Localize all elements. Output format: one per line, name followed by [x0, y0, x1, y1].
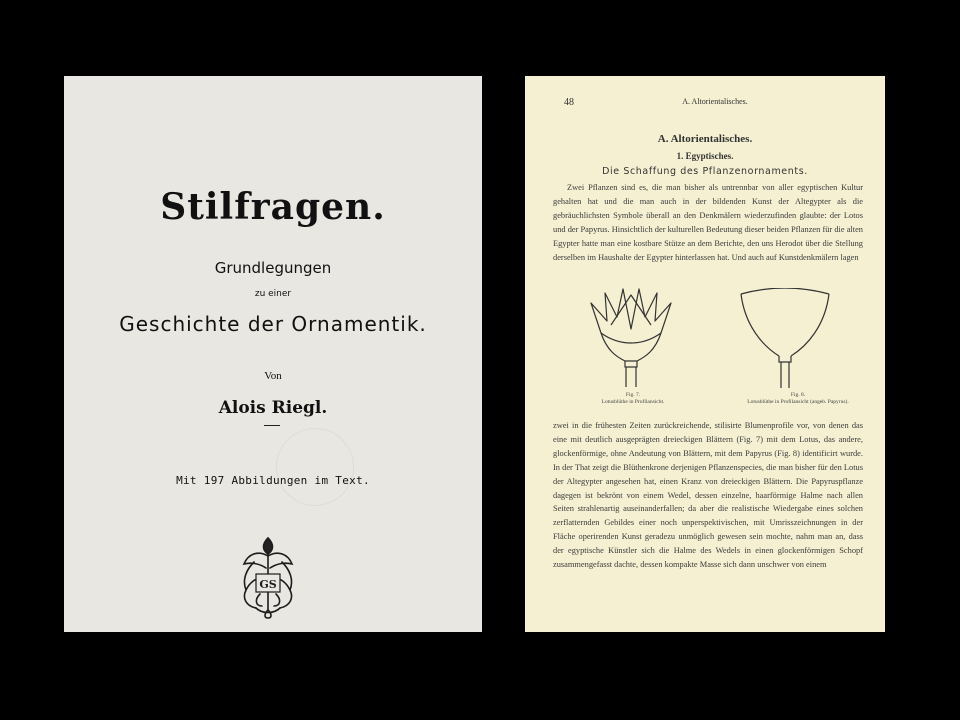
body-paragraph-2: zwei in die frühesten Zeiten zurückreichende, stilisirte Blumenprofile vor, von denen das eine mit deutlich ausgeprägten dreieckigen Blättern (Fig. 7) mit dem Lotus, das andere, glockenförmige, ohne Andeutung von Blättern, mit dem Papyrus (Fig. 8) identificirt wurde. In der That zeigt die Blüthenkrone derjenigen Pflanzenspecies, die man bisher für den Lotus der Altegypter angesehen hat, einen Kranz von dreieckigen Blättern. Die Papyruspflanze dagegen ist bekrönt von einem Wedel, dessen einzelne, haarförmige Halme nach allen Seiten strahlenartig auseinanderfallen; da aber die realistische Wiedergabe eines solchen zerflatternden Gebildes einer noch unperspektivischen, mit Umrisszeichnungen in der Fläche operirenden Kunst geradezu unmöglich gewesen sein mochte, nahm man an, dass der egyptische Künstler sich die Halme des Wedels in einen glockenförmigen Schopf zusammengefasst dachte, dessen kompakte Masse sich dann unschwer von einem — [553, 421, 863, 570]
body-paragraph-1: Zwei Pflanzen sind es, die man bisher als untrennbar von aller egyptischen Kultur gehalten hat und die man auch in der bildenden Kunst der Altegypter als die gebräuchlichsten Symbole überall an den Denkmälern wiederzufinden glaubte: der Lotos und der Papyrus. Hinsichtlich der kulturellen Bedeutung dieser beiden Pflanzen für die alten Egypter hatte man eine kostbare Stütze an dem Berichte, den uns Herodot über die Stellung derselben im Haushalte der Egypter hinterlassen hat. Und auch auf Kunstdenkmälern lagen — [553, 183, 863, 262]
running-head: A. Altorientalisches. — [682, 97, 748, 106]
page-number: 48 — [564, 97, 574, 108]
subsection-title: Die Schaffung des Pflanzenornaments. — [602, 166, 808, 177]
figure-7-label: Lotusblüthe in Profilansicht. — [601, 399, 665, 405]
by-label: Von — [264, 370, 282, 382]
library-stamp-faint — [276, 428, 354, 506]
lotus-flower-figure-icon — [587, 281, 675, 389]
illustrations-note: Mit 197 Abbildungen im Text. — [176, 474, 370, 487]
author-name: Alois Riegl. — [218, 398, 328, 418]
book-title: Stilfragen. — [160, 186, 386, 228]
title-page — [64, 76, 482, 632]
figure-7-caption — [563, 392, 703, 406]
figure-8-number: Fig. 8. — [790, 392, 806, 398]
book-subtitle: Grundlegungen — [214, 259, 332, 277]
title-divider — [264, 425, 280, 426]
figure-7-number: Fig. 7. — [625, 392, 641, 398]
chapter-heading: A. Altorientalisches. — [657, 133, 753, 145]
figure-8-caption — [723, 392, 873, 406]
section-heading: 1. Egyptisches. — [676, 151, 734, 161]
subtitle-main: Geschichte der Ornamentik. — [119, 312, 427, 336]
emblem-initials: GS — [259, 578, 277, 591]
subtitle-connector: zu einer — [254, 289, 292, 299]
figure-8-label: Lotusblüthe in Profilansicht (angeb. Papyrus). — [747, 399, 849, 405]
publisher-emblem-icon — [232, 534, 304, 620]
text-page — [525, 76, 885, 632]
papyrus-flower-figure-icon — [735, 288, 835, 388]
